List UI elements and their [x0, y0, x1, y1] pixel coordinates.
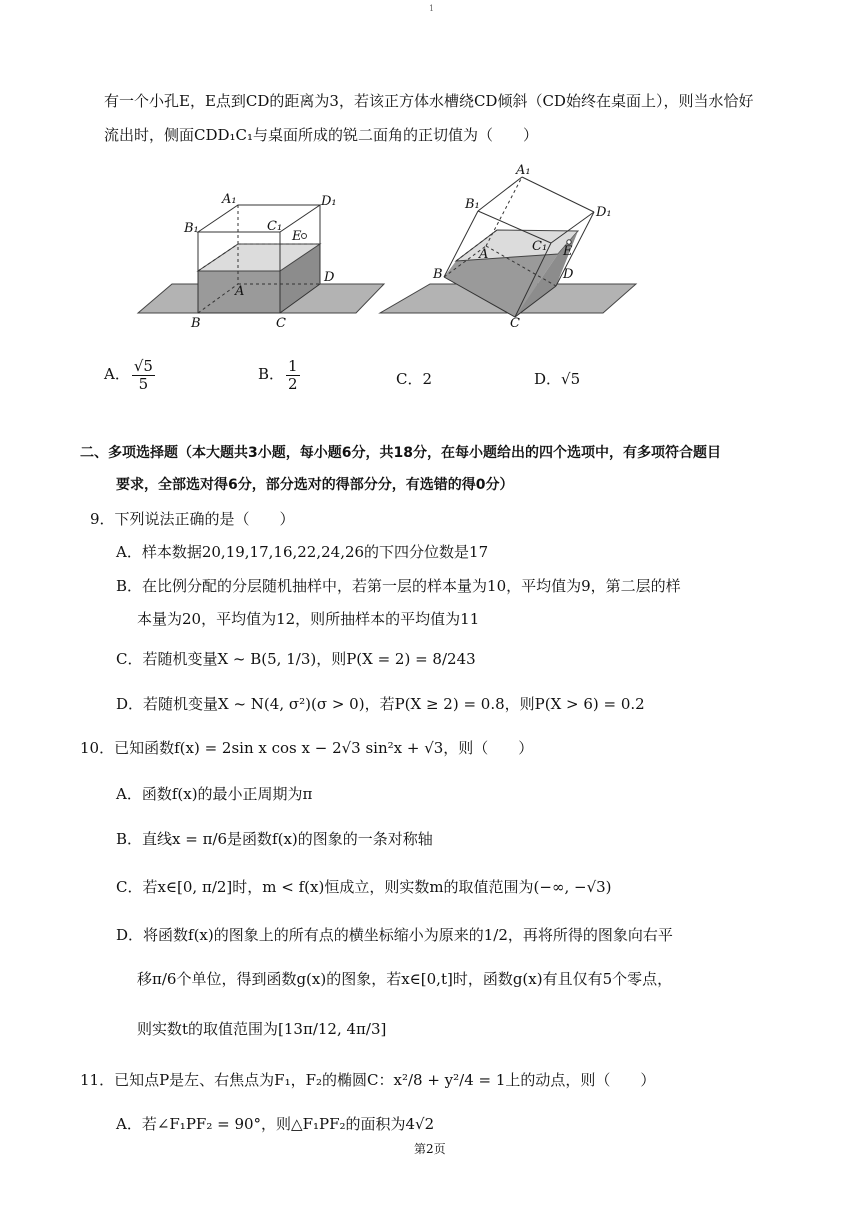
q9-option-d[interactable]: D．若随机变量X ~ N(4, σ²)(σ > 0)，若P(X ≥ 2) = 0.8，则P(X > 6) = 0.2	[116, 695, 645, 713]
label-a1-right: A₁	[516, 163, 531, 178]
q10-stem: 10．已知函数f(x) = 2sin x cos x − 2√3 sin²x + √3，则（ ）	[80, 739, 534, 757]
q8-option-c-text: 2	[422, 370, 433, 388]
label-d-right: D	[563, 267, 574, 282]
q10-option-a[interactable]: A．函数f(x)的最小正周期为π	[116, 785, 313, 803]
q8-option-c[interactable]	[396, 368, 432, 389]
label-c-right: C	[510, 316, 520, 331]
label-d-left: D	[324, 270, 335, 285]
q8-option-b-letter: B．	[258, 365, 285, 383]
label-d1-left: D₁	[321, 194, 337, 209]
label-e-left: E	[292, 229, 302, 244]
section2-heading-line1: 二、多项选择题（本大题共3小题，每小题6分，共18分，在每小题给出的四个选项中，有多项符合题目	[80, 445, 721, 461]
header-mark: 1	[429, 4, 435, 13]
q10-option-d-line2: 移π/6个单位，得到函数g(x)的图象，若x∈[0,t]时，函数g(x)有且仅有5个零点，	[137, 970, 673, 988]
label-b-right: B	[433, 267, 443, 282]
q8-line1: 有一个小孔E，E点到CD的距离为3，若该正方体水槽绕CD倾斜（CD始终在桌面上），则当水恰好	[104, 92, 754, 110]
label-b1-right: B₁	[465, 197, 480, 212]
label-a-right: A	[479, 247, 489, 262]
q8-option-a[interactable]	[104, 358, 157, 392]
q9-option-b-line2: 本量为20，平均值为12，则所抽样本的平均值为11	[137, 610, 480, 628]
q8-option-c-letter: C．	[396, 370, 423, 388]
q10-option-d-line3: 则实数t的取值范围为[13π/12, 4π/3]	[137, 1020, 387, 1038]
q8-option-b[interactable]	[258, 358, 302, 392]
q10-option-d-line1[interactable]: D．将函数f(x)的图象上的所有点的横坐标缩小为原来的1/2，再将所得的图象向右平	[116, 926, 673, 944]
q8-option-d[interactable]	[534, 368, 580, 389]
label-c1-right: C₁	[532, 239, 548, 254]
q9-stem: 9．下列说法正确的是（ ）	[90, 510, 295, 528]
q8-option-b-den: 2	[288, 374, 298, 393]
page-number: 第2页	[414, 1142, 446, 1156]
q8-option-d-text: √5	[561, 370, 581, 388]
q8-option-d-letter: D．	[534, 370, 562, 388]
q8-option-a-den: 5	[138, 374, 149, 393]
hole-e-left	[302, 234, 307, 239]
q10-option-c[interactable]: C．若x∈[0, π/2]时，m < f(x)恒成立，则实数m的取值范围为(−∞, −√3)	[116, 878, 612, 896]
label-c-left: C	[276, 316, 286, 331]
section2-heading-line2: 要求，全部选对得6分，部分选对的得部分分，有选错的得0分）	[116, 477, 514, 493]
q11-option-a[interactable]: A．若∠F₁PF₂ = 90°，则△F₁PF₂的面积为4√2	[116, 1115, 435, 1133]
label-a1-left: A₁	[222, 192, 237, 207]
q8-option-a-letter: A．	[104, 365, 130, 383]
label-a-left: A	[235, 284, 245, 299]
label-d1-right: D₁	[596, 205, 612, 220]
q8-line2: 流出时，侧面CDD₁C₁与桌面所成的锐二面角的正切值为（ ）	[104, 126, 539, 144]
label-b1-left: B₁	[184, 221, 199, 236]
q9-option-b-line1[interactable]: B．在比例分配的分层随机抽样中，若第一层的样本量为10，平均值为9，第二层的样	[116, 577, 681, 595]
q11-stem: 11．已知点P是左、右焦点为F₁，F₂的椭圆C：x²/8 + y²/4 = 1上的动点，则（ ）	[80, 1071, 656, 1089]
label-c1-left: C₁	[267, 219, 283, 234]
q8-option-a-num: √5	[133, 357, 153, 375]
q9-option-c[interactable]: C．若随机变量X ~ B(5, 1/3)，则P(X = 2) = 8/243	[116, 650, 476, 668]
label-b-left: B	[191, 316, 201, 331]
q9-option-a[interactable]: A．样本数据20,19,17,16,22,24,26的下四分位数是17	[116, 543, 489, 561]
cube-top-left	[198, 205, 320, 232]
q8-option-b-num: 1	[288, 357, 298, 375]
q10-option-b[interactable]: B．直线x = π/6是函数f(x)的图象的一条对称轴	[116, 830, 433, 848]
label-e-right: E	[563, 244, 573, 259]
q8-figure	[0, 160, 860, 360]
